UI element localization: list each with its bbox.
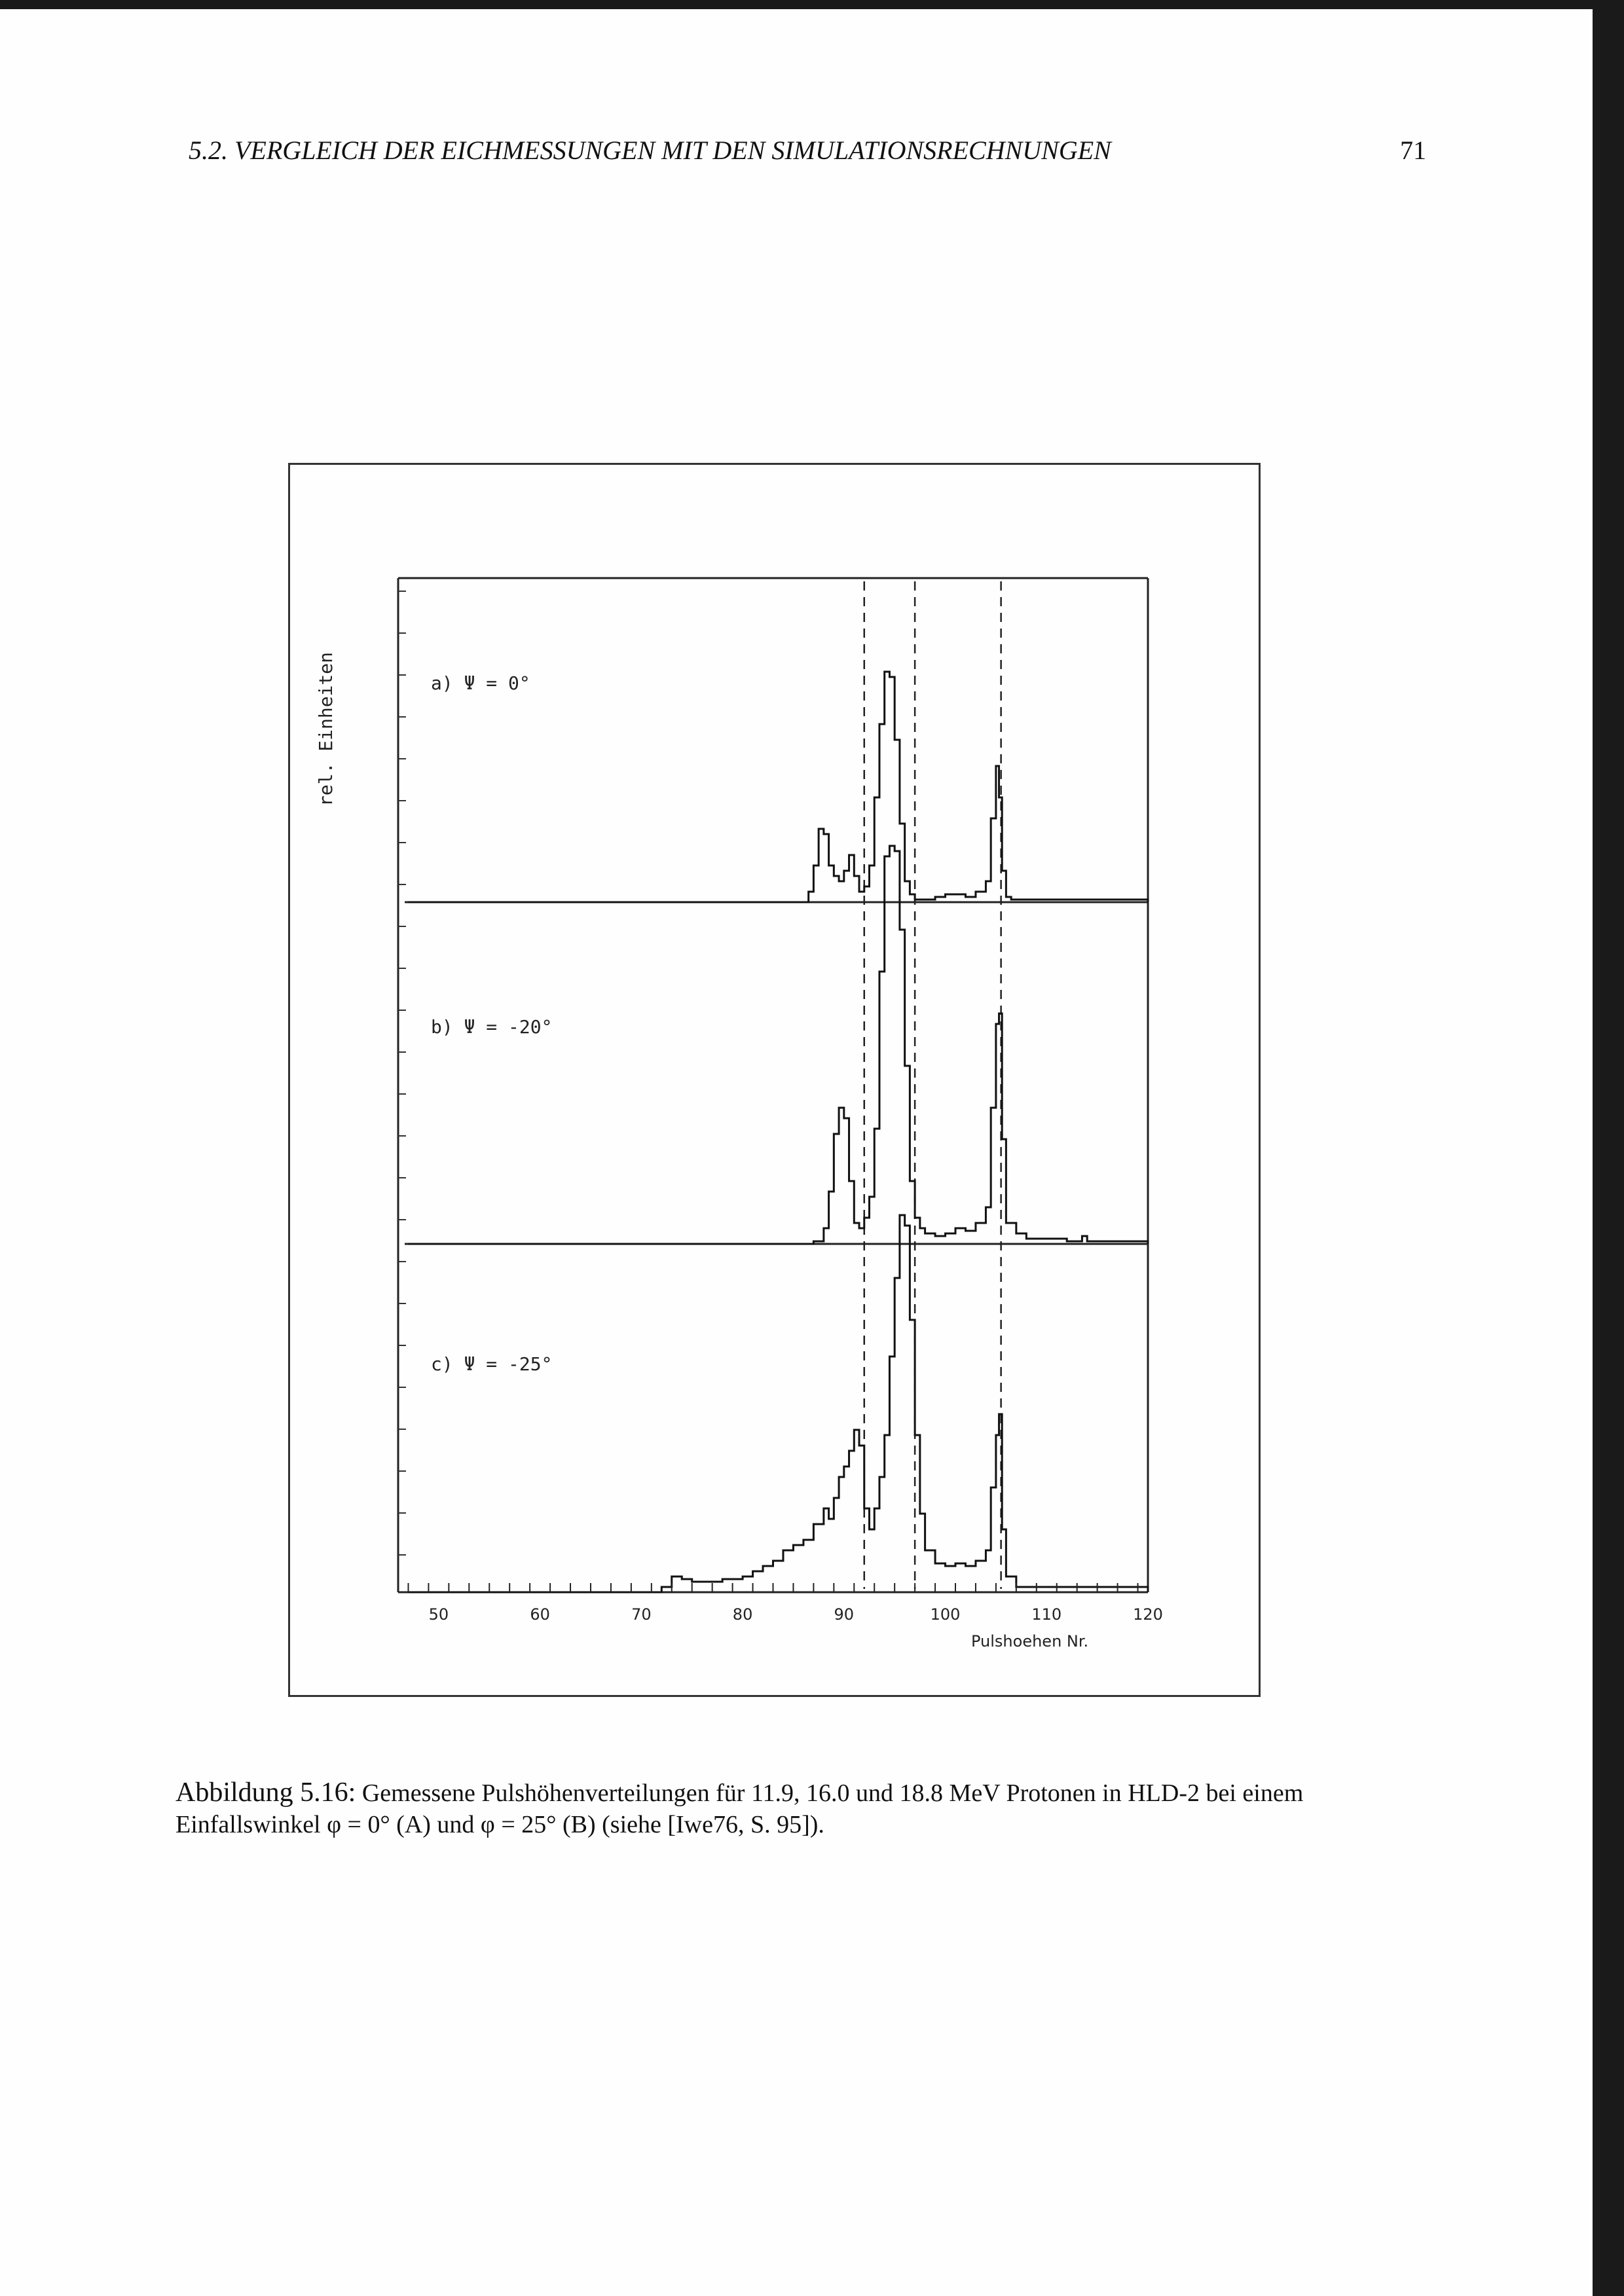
series-line-panel-a: [408, 672, 1148, 902]
x-tick-label: 80: [732, 1605, 753, 1624]
panel-label-b: b) Ψ = -20°: [431, 1016, 553, 1038]
figure-caption: [175, 1777, 1426, 1840]
plot-box: [398, 578, 1148, 1592]
caption-text: Gemessene Pulshöhenverteilungen für 11.9, 16.0 und 18.8 MeV Protonen in HLD-2 bei einem Einfallswinkel φ = 0° (A) und φ = 25° (B) (siehe [Iwe76, S. 95]).: [175, 1779, 1304, 1838]
y-axis-label: rel. Einheiten: [315, 651, 337, 807]
series-line-panel-c: [408, 1215, 1148, 1592]
series-group: [408, 672, 1148, 1592]
page-number: 71: [1400, 136, 1426, 165]
x-tick-label: 100: [930, 1605, 961, 1624]
panel-baselines: [405, 902, 1148, 1244]
pulse-height-chart: [290, 465, 1259, 1695]
x-tick-label: 120: [1133, 1605, 1163, 1624]
running-title: 5.2. VERGLEICH DER EICHMESSUNGEN MIT DEN SIMULATIONSRECHNUNGEN: [189, 136, 1111, 165]
series-line-panel-b: [408, 846, 1148, 1244]
panel-label-a: a) Ψ = 0°: [431, 672, 530, 694]
x-tick-label: 90: [834, 1605, 855, 1624]
x-tick-label: 110: [1031, 1605, 1062, 1624]
y-axis-ticks: [398, 591, 406, 1555]
x-axis-ticks: [408, 1583, 1162, 1624]
figure-frame: [288, 463, 1261, 1697]
caption-label: Abbildung 5.16:: [175, 1777, 356, 1808]
page-sheet: [0, 9, 1593, 2296]
x-tick-label: 60: [530, 1605, 550, 1624]
x-axis-label: Pulshoehen Nr.: [971, 1632, 1089, 1650]
x-tick-label: 50: [428, 1605, 449, 1624]
panel-label-c: c) Ψ = -25°: [431, 1353, 553, 1375]
x-tick-label: 70: [631, 1605, 652, 1624]
